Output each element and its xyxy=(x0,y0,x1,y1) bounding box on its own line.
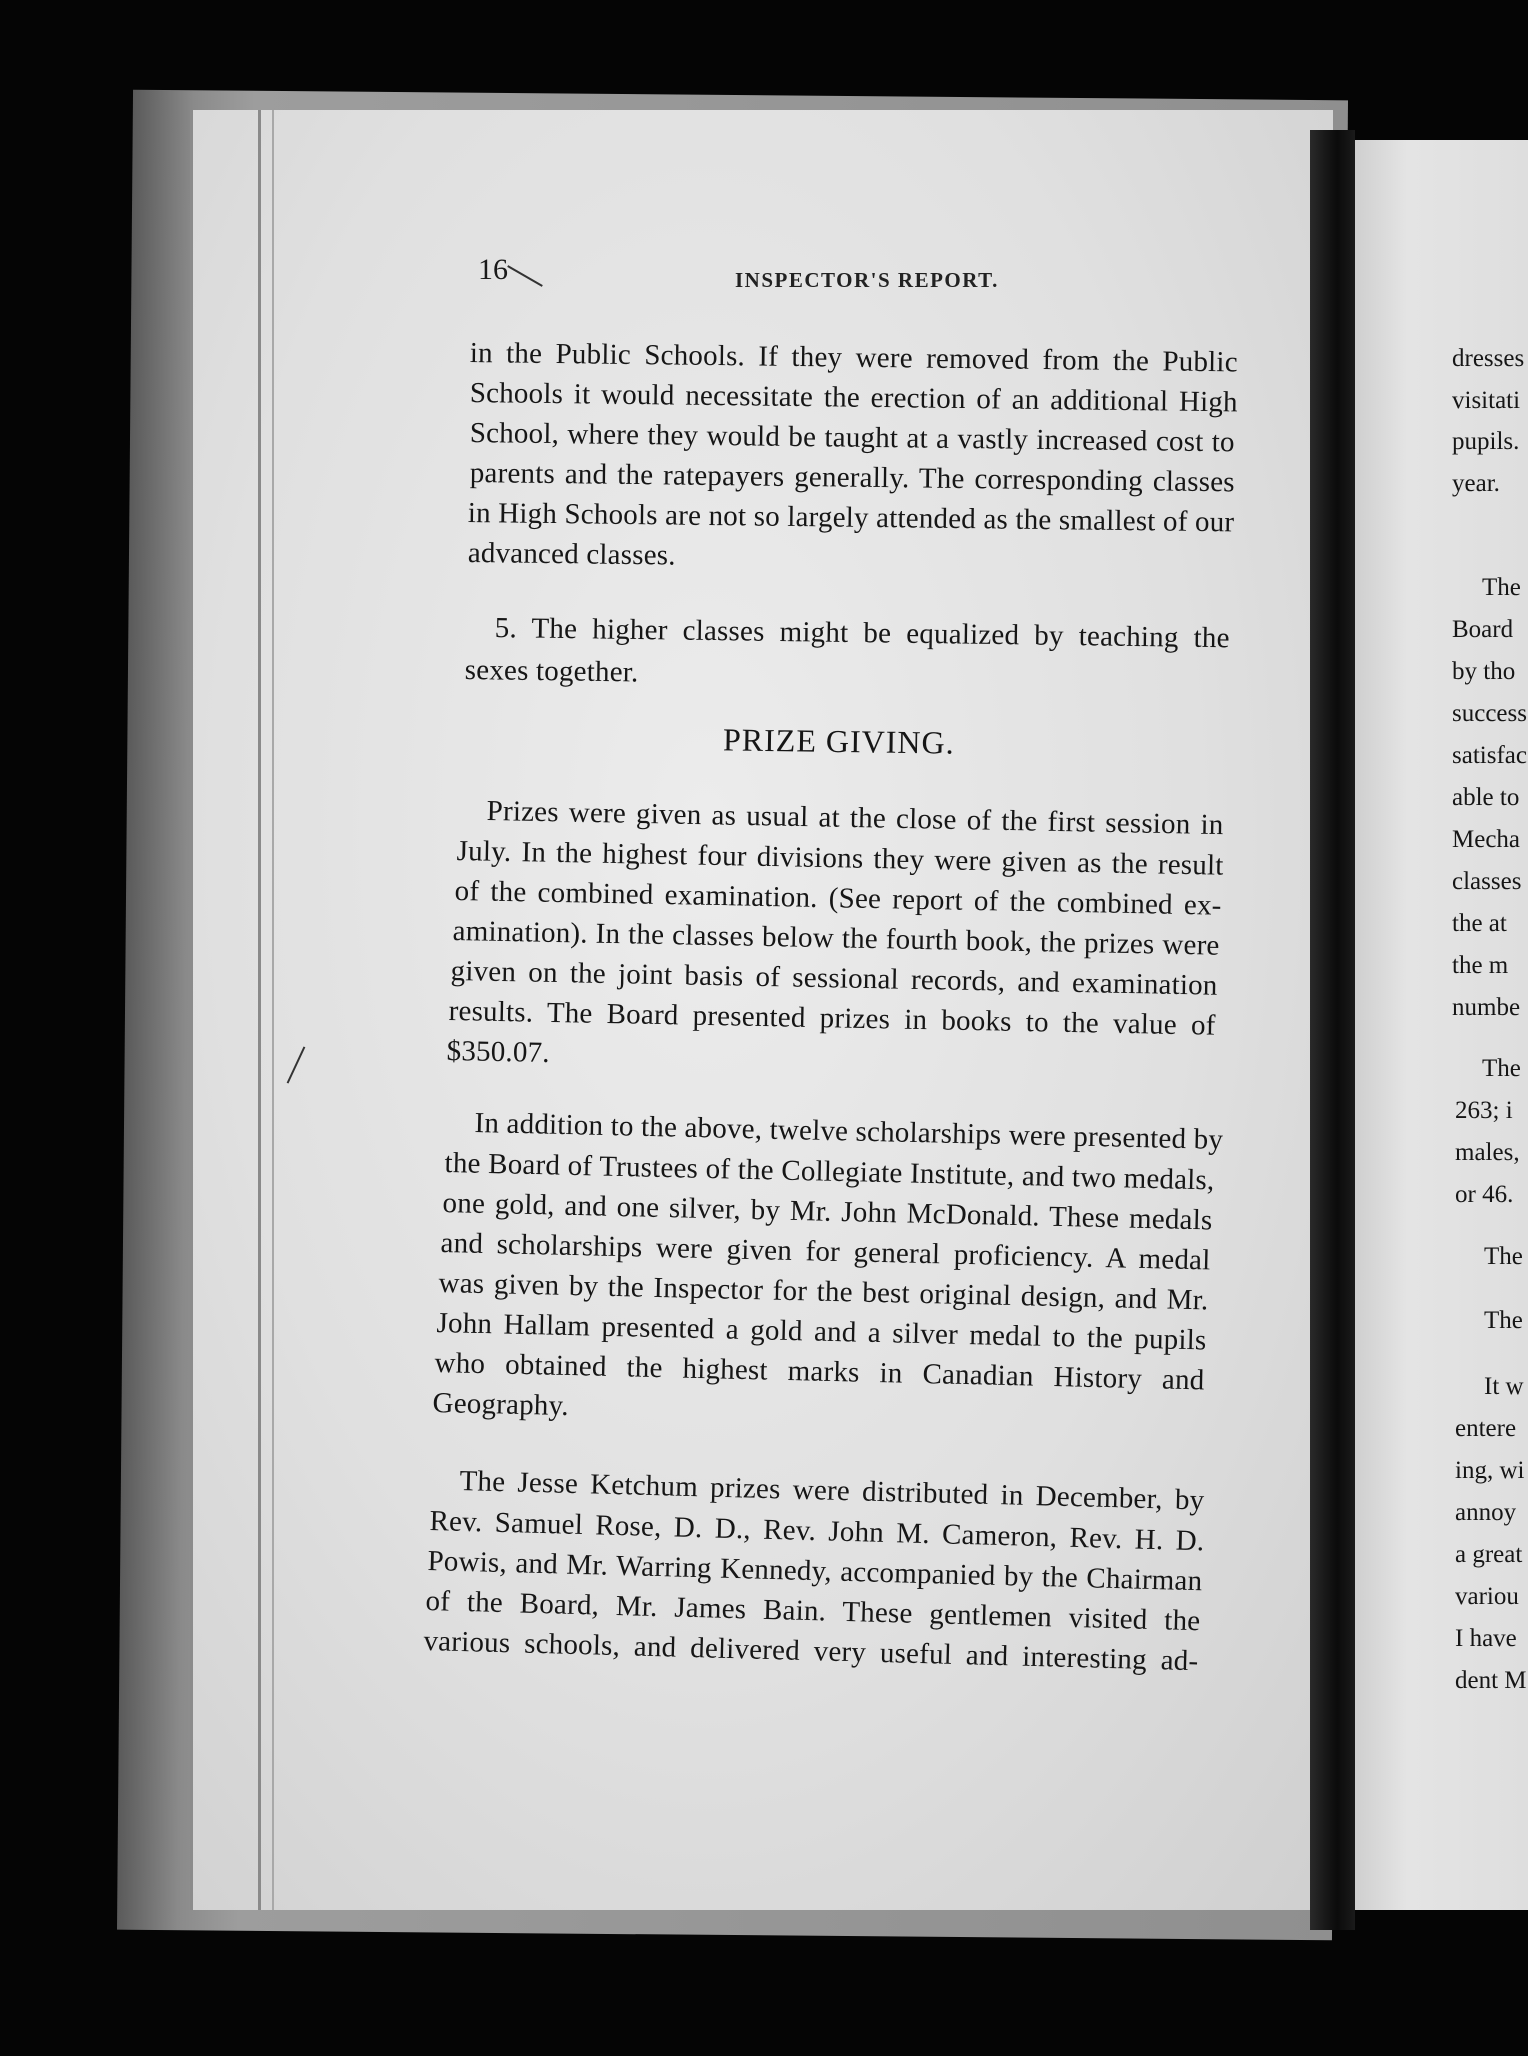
right-page-line: entere xyxy=(1455,1415,1517,1442)
right-page-line: variou xyxy=(1455,1583,1519,1610)
text-line: Rev. Samuel Rose, D. D., Rev. John M. Cameron, Rev. H. D. xyxy=(429,1505,1205,1558)
text-line: Geography. xyxy=(432,1387,570,1423)
text-line: and scholarships were given for general proficiency. A medal xyxy=(440,1227,1211,1277)
text-line: Prizes were given as usual at the close of the first session in xyxy=(486,795,1224,842)
right-page-line: or 46. xyxy=(1455,1181,1514,1208)
text-line: Powis, and Mr. Warring Kennedy, accompanied by the Chairman xyxy=(427,1545,1203,1598)
right-page-line: the at xyxy=(1452,910,1507,937)
text-line: in the Public Schools. If they were removed from the Public xyxy=(469,337,1238,379)
text-line: of the Board, Mr. James Bain. These gentlemen visited the xyxy=(425,1585,1201,1638)
right-page-line: year. xyxy=(1452,470,1500,497)
right-page-line: The xyxy=(1484,1307,1523,1334)
text-line: School, where they would be taught at a vastly increased cost to xyxy=(469,417,1235,459)
text-line: of the combined examination. (See report of the combined ex- xyxy=(454,875,1222,922)
text-line: $350.07. xyxy=(446,1035,551,1069)
text-line: amination). In the classes below the fourth book, the prizes were xyxy=(452,915,1220,962)
text-line: In addition to the above, twelve scholarships were presented by xyxy=(474,1107,1224,1156)
right-page-line: ing, wi xyxy=(1455,1457,1525,1484)
right-page-line: Board xyxy=(1452,616,1514,643)
text-line: in High Schools are not so largely attended as the smallest of our xyxy=(467,497,1235,539)
text-line: 5. The higher classes might be equalized by teaching the xyxy=(494,612,1230,655)
right-page-line: annoy xyxy=(1455,1499,1517,1526)
page-number: 16 xyxy=(478,253,508,286)
right-page-line: visitati xyxy=(1452,387,1521,414)
section-heading: PRIZE GIVING. xyxy=(722,721,955,761)
right-page-line: I have xyxy=(1455,1625,1517,1652)
text-line: the Board of Trustees of the Collegiate Institute, and two medals, xyxy=(444,1147,1215,1197)
right-page-line: The xyxy=(1482,1055,1521,1082)
text-line: The Jesse Ketchum prizes were distributed in December, by xyxy=(459,1465,1205,1517)
text-line: given on the joint basis of sessional records, and examination xyxy=(450,955,1218,1002)
right-page-line: Mecha xyxy=(1452,826,1521,853)
text-line: sexes together. xyxy=(464,654,639,689)
right-page-line: a great xyxy=(1455,1541,1523,1568)
text-line: various schools, and delivered very useful and interesting ad- xyxy=(423,1625,1199,1678)
running-title: INSPECTOR'S REPORT. xyxy=(735,268,999,292)
text-line: who obtained the highest marks in Canadian History and xyxy=(434,1347,1205,1397)
text-line: one gold, and one silver, by Mr. John McDonald. These medals xyxy=(442,1187,1213,1237)
right-page-line: dent M xyxy=(1455,1667,1527,1694)
text-line: John Hallam presented a gold and a silver medal to the pupils xyxy=(436,1307,1207,1357)
right-page-line: The xyxy=(1484,1243,1523,1270)
right-page-line: dresses xyxy=(1452,345,1525,372)
right-page-line: numbe xyxy=(1452,994,1521,1021)
right-page-line: males, xyxy=(1455,1139,1520,1166)
right-page-line: success xyxy=(1452,700,1527,727)
right-page-line: satisfac xyxy=(1452,742,1527,769)
right-page-line: 263; i xyxy=(1455,1097,1513,1124)
right-page-line: pupils. xyxy=(1452,428,1520,455)
text-line: results. The Board presented prizes in books to the value of xyxy=(448,995,1216,1042)
text-line: parents and the ratepayers generally. The corresponding classes xyxy=(469,457,1235,499)
right-page-line: by tho xyxy=(1452,658,1516,685)
right-page-line: the m xyxy=(1452,952,1509,979)
text-line: Schools it would necessitate the erection of an additional High xyxy=(469,377,1238,419)
text-line: July. In the highest four divisions they were given as the result xyxy=(456,835,1224,882)
text-line: was given by the Inspector for the best original design, and Mr. xyxy=(438,1267,1209,1317)
right-page-line: able to xyxy=(1452,784,1520,811)
right-page-line: It w xyxy=(1484,1373,1524,1400)
right-page-line: classes xyxy=(1452,868,1522,895)
text-line: advanced classes. xyxy=(467,537,676,572)
right-page-line: The xyxy=(1482,574,1521,601)
